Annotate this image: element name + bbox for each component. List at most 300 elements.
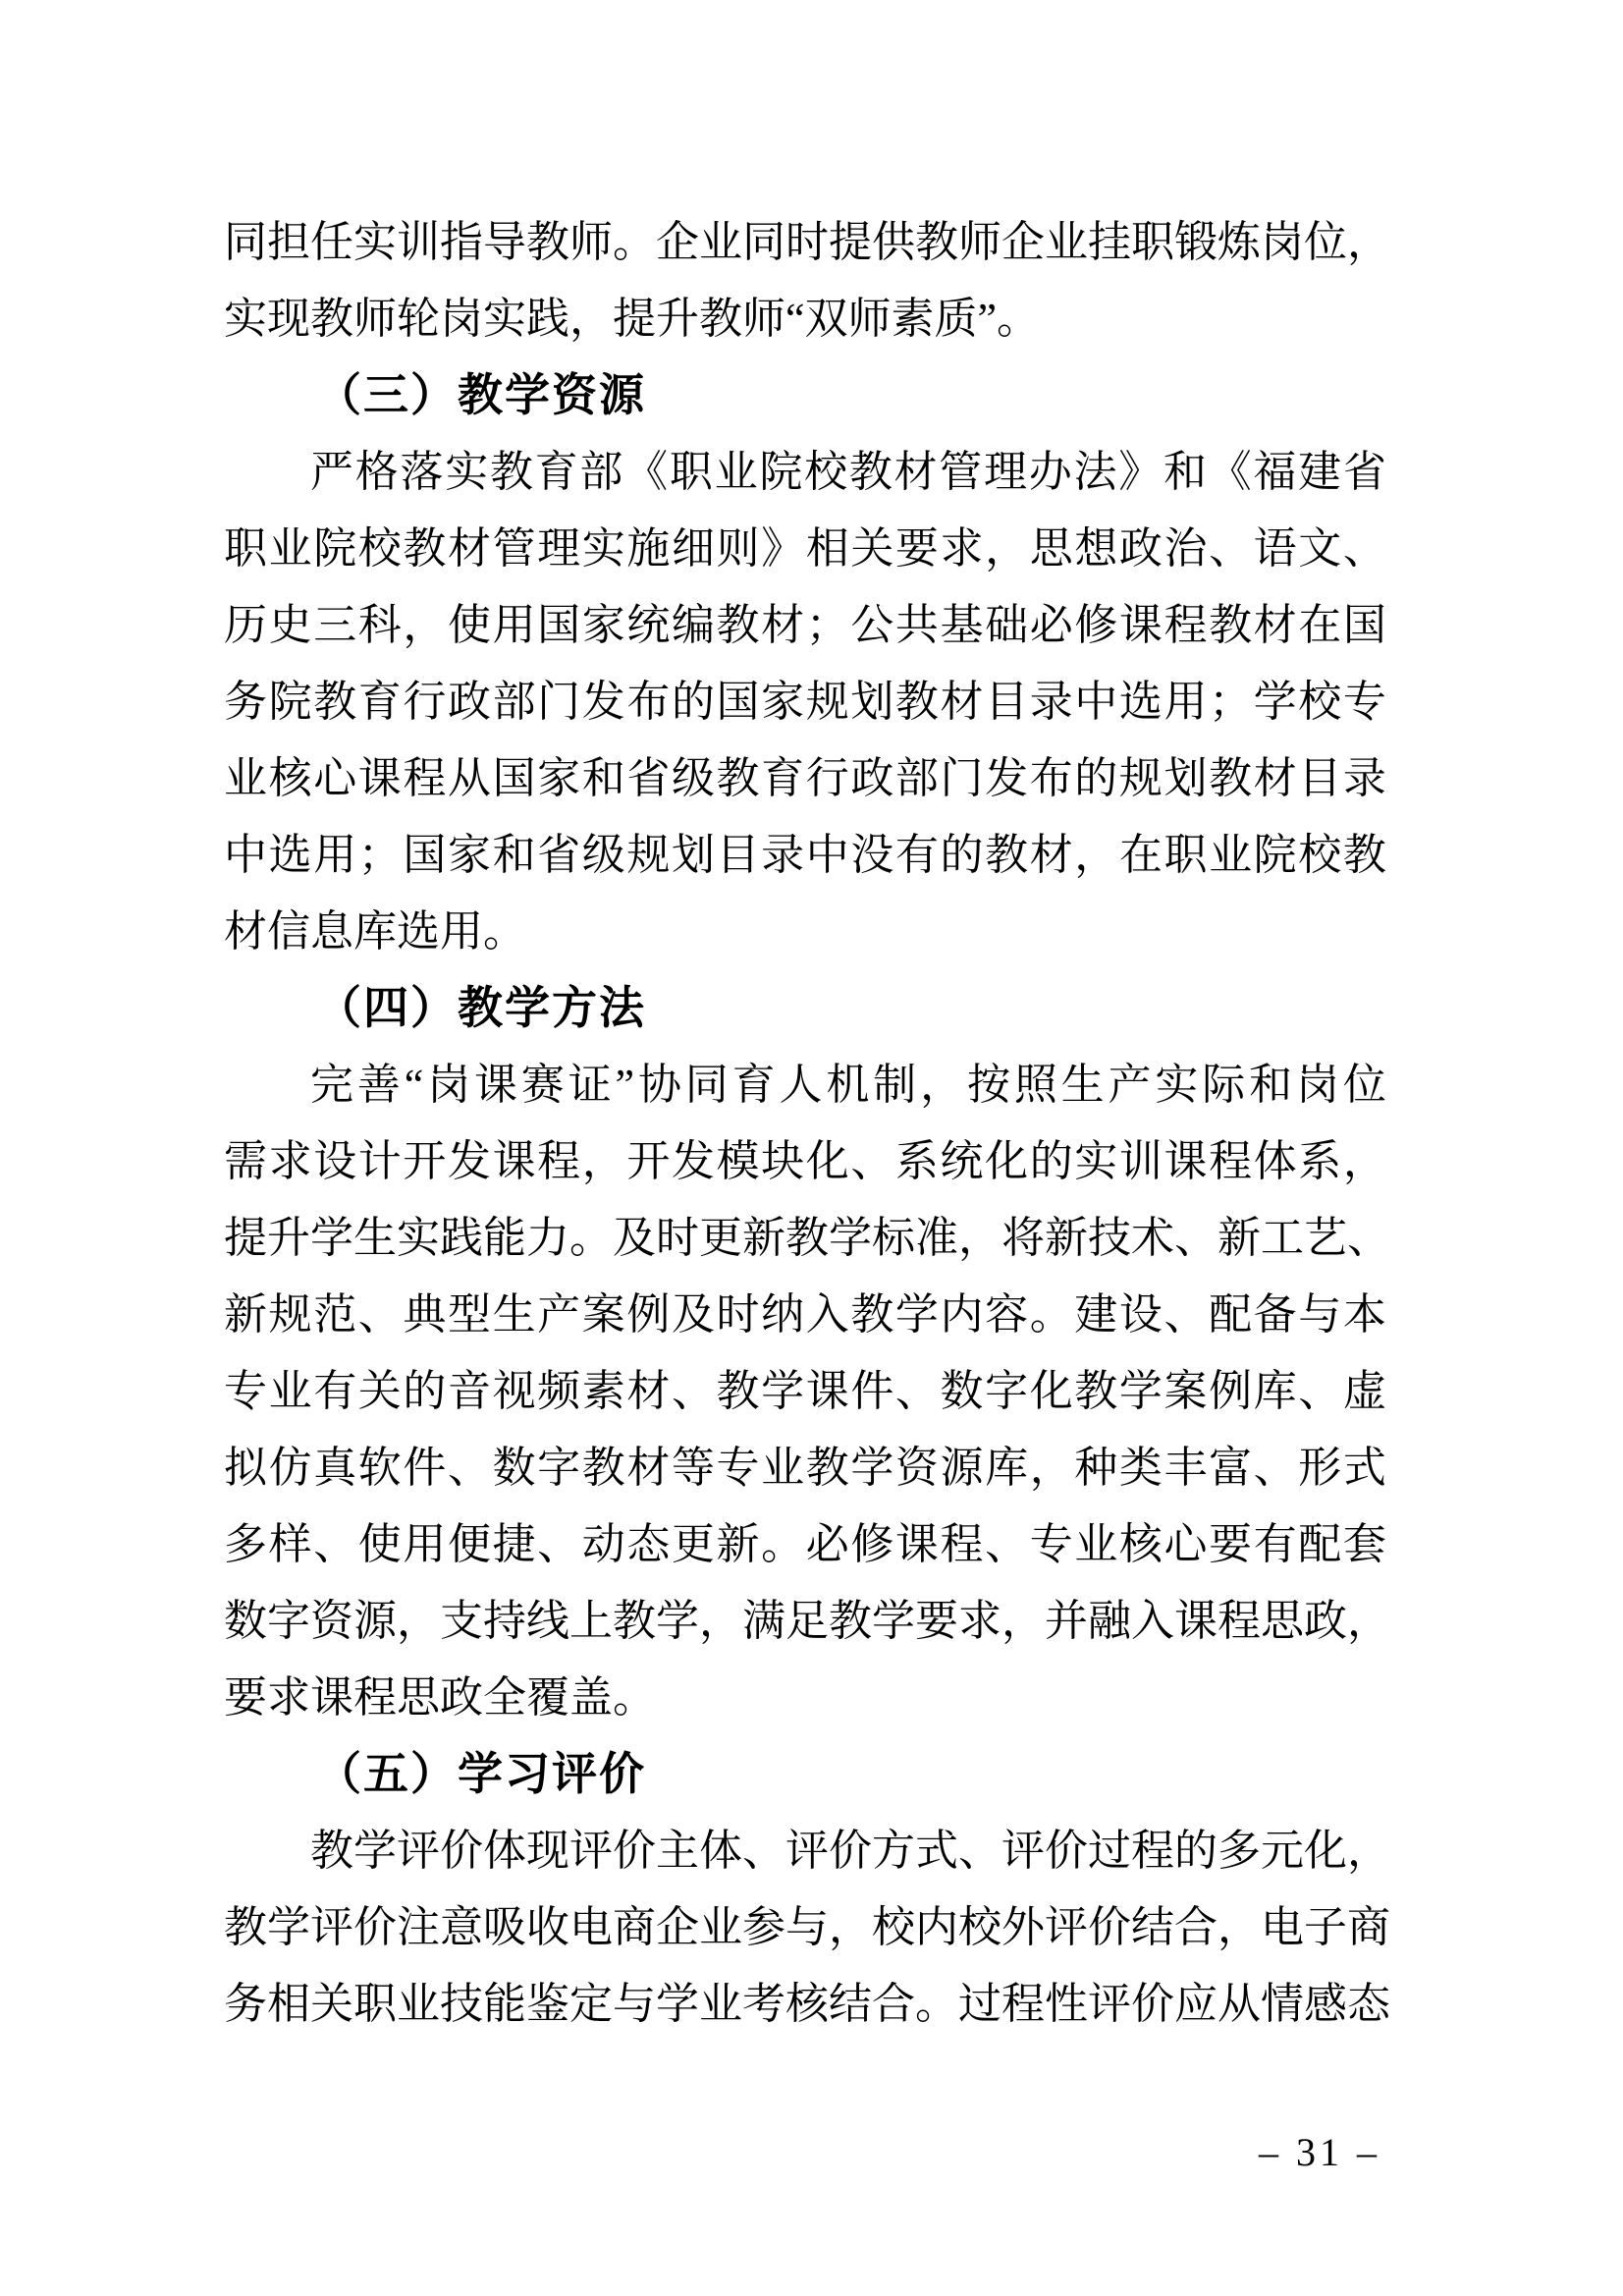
char: 线 [526, 1597, 569, 1645]
char: 细 [671, 524, 715, 573]
char: 生 [353, 1214, 397, 1262]
char: 共 [894, 601, 939, 649]
char: 评 [310, 1903, 353, 1951]
char: 过 [958, 1980, 1001, 2028]
char: 职 [1163, 831, 1208, 879]
char: 校 [804, 448, 848, 496]
char: 套 [1342, 1520, 1386, 1568]
char: 布 [1029, 754, 1073, 802]
char: 教 [313, 678, 357, 726]
char: 案 [1163, 1367, 1208, 1415]
char: 规 [268, 1290, 312, 1339]
char: 鉴 [526, 1980, 569, 2028]
char: 使 [357, 1520, 402, 1568]
text-line [224, 587, 1386, 664]
char: 教 [716, 754, 760, 802]
char: 音 [447, 1367, 491, 1415]
char: 产 [537, 1290, 581, 1339]
char: 理 [984, 448, 1028, 496]
char: 发 [671, 1137, 715, 1185]
char: 门 [940, 754, 984, 802]
char: 按 [966, 1061, 1010, 1109]
char: 外 [1001, 1903, 1045, 1951]
char: 院 [268, 678, 312, 726]
char: 在 [1298, 601, 1342, 649]
char: 体 [699, 1827, 742, 1875]
char: 施 [626, 524, 671, 573]
char: 本 [1342, 1290, 1386, 1339]
char: 注 [397, 1903, 440, 1951]
text-line: 材信息库选用。 [224, 907, 526, 956]
char: 部 [492, 678, 536, 726]
char: 学 [829, 1214, 872, 1262]
char: 便 [447, 1520, 491, 1568]
char: 程 [1001, 1980, 1045, 2028]
char: 时 [716, 1290, 760, 1339]
char: 新 [742, 1214, 785, 1262]
char: 应 [1174, 1980, 1217, 2028]
char: 制 [873, 1061, 917, 1109]
char: 建 [1298, 448, 1342, 496]
char: 课 [1174, 1597, 1217, 1645]
char: 仿 [268, 1444, 312, 1492]
char: 系 [894, 1137, 939, 1185]
char: 新 [716, 1520, 760, 1568]
char: 实 [397, 1214, 440, 1262]
char: 师 [958, 218, 1001, 266]
char: 心 [1163, 1520, 1208, 1568]
section-heading: （五）学习评价 [316, 1749, 646, 1799]
char: 过 [1088, 1827, 1131, 1875]
char: 新 [1217, 1214, 1261, 1262]
char: 核 [268, 754, 312, 802]
char: 基 [940, 601, 984, 649]
char: 、 [1163, 1290, 1208, 1339]
char: 资 [894, 1444, 939, 1492]
char: ， [920, 1061, 964, 1109]
char: 规 [1118, 754, 1163, 802]
char: 感 [1304, 1980, 1347, 2028]
char: 视 [492, 1367, 536, 1415]
char: 入 [1131, 1597, 1174, 1645]
char: 和 [1163, 448, 1207, 496]
char: 形 [1298, 1444, 1342, 1492]
char: 材 [761, 601, 805, 649]
char: 纳 [761, 1290, 805, 1339]
char: 内 [915, 1903, 958, 1951]
char: 。 [1029, 1290, 1073, 1339]
char: 。 [613, 218, 656, 266]
char: 础 [985, 601, 1029, 649]
char: 省 [537, 831, 581, 879]
char: 教 [805, 1444, 849, 1492]
char: 学 [894, 1290, 939, 1339]
char: 史 [268, 601, 312, 649]
char: 系 [1298, 1137, 1342, 1185]
char: 程 [403, 754, 447, 802]
char: 职 [669, 448, 713, 496]
char: 的 [1074, 754, 1118, 802]
char: 教 [716, 1367, 760, 1415]
char: 位 [1342, 1061, 1386, 1109]
char: 发 [581, 678, 625, 726]
char: 产 [1108, 1061, 1152, 1109]
char: 行 [403, 678, 447, 726]
char: 政 [850, 754, 894, 802]
char: 、 [742, 1827, 785, 1875]
char: 程 [1217, 1597, 1261, 1645]
char: 教 [310, 1827, 353, 1875]
char: 业 [699, 1980, 742, 2028]
char: 教 [1074, 1367, 1118, 1415]
char: 锻 [1174, 218, 1217, 266]
char: 模 [716, 1137, 760, 1185]
char: 、 [1298, 1367, 1342, 1415]
char: 划 [1163, 754, 1208, 802]
char: ， [1347, 1827, 1390, 1875]
char: 内 [940, 1290, 984, 1339]
char: 定 [569, 1980, 613, 2028]
char: 教 [985, 831, 1029, 879]
char: 学 [310, 1214, 353, 1262]
char: 和 [1249, 1061, 1293, 1109]
char: 录 [1029, 678, 1073, 726]
char: 证 [568, 1061, 612, 1109]
char: 。 [569, 1214, 613, 1262]
char: 从 [447, 754, 491, 802]
char: 岗 [1295, 1061, 1339, 1109]
char: 国 [492, 754, 536, 802]
char: 国 [1342, 601, 1386, 649]
text-line [224, 204, 1390, 281]
char: 备 [1253, 1290, 1297, 1339]
char: 》 [1118, 448, 1163, 496]
char: 字 [267, 1597, 310, 1645]
char: 导 [483, 218, 526, 266]
char: 商 [1347, 1903, 1390, 1951]
char: 数 [224, 1597, 267, 1645]
text-line [224, 817, 1386, 894]
char: 实 [353, 218, 397, 266]
char: 位 [1304, 218, 1347, 266]
char: 提 [224, 1214, 267, 1262]
char: 及 [613, 1214, 656, 1262]
char: 设 [313, 1137, 357, 1185]
char: 业 [1045, 218, 1088, 266]
char: 、 [671, 1367, 715, 1415]
char: 材 [940, 678, 984, 726]
section-heading: （四）教学方法 [316, 983, 646, 1033]
char: 管 [492, 524, 536, 573]
char: 相 [805, 524, 849, 573]
char: 电 [1261, 1903, 1304, 1951]
char: 课 [492, 1137, 536, 1185]
char: 发 [447, 1137, 491, 1185]
char: 师 [569, 218, 613, 266]
char: 《 [1208, 448, 1252, 496]
page-number: – 31 – [1259, 2130, 1380, 2174]
char: 评 [1001, 1827, 1045, 1875]
char: 样 [268, 1520, 312, 1568]
char: 商 [613, 1903, 656, 1951]
char: 业 [761, 1444, 805, 1492]
char: 、 [1253, 1444, 1297, 1492]
char: 升 [267, 1214, 310, 1262]
char: 划 [671, 831, 715, 879]
char: 源 [940, 1444, 984, 1492]
char: 用 [313, 831, 357, 879]
text-line: 要求课程思政全覆盖。 [224, 1673, 656, 1722]
char: 评 [1088, 1980, 1131, 2028]
char: 法 [1073, 448, 1117, 496]
text-line [224, 664, 1386, 740]
char: 用 [492, 601, 536, 649]
char: 省 [1342, 448, 1386, 496]
char: 更 [699, 1214, 742, 1262]
char: 和 [492, 831, 536, 879]
char: 业 [268, 1367, 312, 1415]
char: 范 [313, 1290, 357, 1339]
char: 中 [1074, 678, 1118, 726]
char: 教 [489, 448, 533, 496]
char: 门 [537, 678, 581, 726]
char: ； [805, 601, 849, 649]
char: 元 [1261, 1827, 1304, 1875]
char: 业 [224, 754, 267, 802]
char: 吸 [483, 1903, 526, 1951]
char: 教 [848, 448, 893, 496]
char: 评 [785, 1827, 829, 1875]
char: 工 [1261, 1214, 1304, 1262]
char: 例 [626, 1290, 671, 1339]
char: 教 [1209, 601, 1253, 649]
char: 学 [1118, 1367, 1163, 1415]
char: 配 [1298, 1520, 1342, 1568]
char: 实 [1074, 1137, 1118, 1185]
char: 部 [894, 754, 939, 802]
char: 化 [985, 1137, 1029, 1185]
char: 数 [940, 1367, 984, 1415]
char: 、 [985, 1520, 1029, 1568]
char: 合 [872, 1980, 915, 2028]
char: 动 [581, 1520, 625, 1568]
char: 从 [1217, 1980, 1261, 2028]
char: 和 [581, 754, 625, 802]
char: 、 [1174, 1214, 1217, 1262]
char: 提 [829, 218, 872, 266]
char: 教 [526, 218, 569, 266]
char: 编 [671, 601, 715, 649]
text-line [224, 1353, 1386, 1430]
char: 使 [447, 601, 491, 649]
char: 训 [1118, 1137, 1163, 1185]
char: 及 [671, 1290, 715, 1339]
char: 语 [1253, 524, 1297, 573]
char: 文 [1298, 524, 1342, 573]
char: 时 [656, 1214, 699, 1262]
char: 价 [1088, 1903, 1131, 1951]
char: 的 [403, 1367, 447, 1415]
char: 院 [1253, 831, 1297, 879]
char: 价 [1045, 1827, 1088, 1875]
char: 设 [1118, 1290, 1163, 1339]
char: 校 [958, 1903, 1001, 1951]
char: 性 [1045, 1980, 1088, 2028]
char: 相 [267, 1980, 310, 2028]
char: 福 [1253, 448, 1297, 496]
char: 材 [1253, 601, 1297, 649]
char: 格 [354, 448, 399, 496]
char: 布 [626, 678, 671, 726]
char: 目 [1298, 754, 1342, 802]
char: 满 [742, 1597, 785, 1645]
char: 频 [537, 1367, 581, 1415]
char: 拟 [224, 1444, 267, 1492]
char: 中 [805, 831, 849, 879]
char: 要 [894, 524, 939, 573]
char: 用 [403, 1520, 447, 1568]
char: 要 [1209, 1520, 1253, 1568]
char: 价 [440, 1827, 483, 1875]
char: 能 [483, 1980, 526, 2028]
char: 体 [483, 1827, 526, 1875]
char: ， [581, 1137, 625, 1185]
char: 关 [357, 1367, 402, 1415]
char: 管 [939, 448, 983, 496]
char: ， [1347, 1597, 1390, 1645]
char: ； [357, 831, 402, 879]
char: 计 [357, 1137, 402, 1185]
char: 开 [403, 1137, 447, 1185]
text-line [224, 1200, 1390, 1277]
text-line [224, 740, 1386, 817]
char: 支 [440, 1597, 483, 1645]
char: 规 [805, 678, 849, 726]
char: 融 [1088, 1597, 1131, 1645]
char: 办 [1028, 448, 1072, 496]
char: 际 [1202, 1061, 1246, 1109]
char: 学 [267, 1903, 310, 1951]
char: 态 [1347, 1980, 1390, 2028]
char: 结 [829, 1980, 872, 2028]
char: 等 [671, 1444, 715, 1492]
char: 方 [872, 1827, 915, 1875]
char: 级 [581, 831, 625, 879]
char: 足 [785, 1597, 829, 1645]
char: 件 [850, 1367, 894, 1415]
char: 材 [1253, 754, 1297, 802]
char: 参 [742, 1903, 785, 1951]
char: 规 [626, 831, 671, 879]
char: 实 [1155, 1061, 1199, 1109]
char: 价 [613, 1827, 656, 1875]
char: 选 [268, 831, 312, 879]
char: 价 [353, 1903, 397, 1951]
char: 业 [1209, 831, 1253, 879]
char: 校 [1298, 678, 1342, 726]
char: 建 [1074, 1290, 1118, 1339]
char: 价 [1131, 1980, 1174, 2028]
char: 职 [353, 1980, 397, 2028]
char: 的 [1174, 1827, 1217, 1875]
char: 新 [1045, 1214, 1088, 1262]
char: 目 [716, 831, 760, 879]
char: 与 [785, 1903, 829, 1951]
char: 课 [473, 1061, 517, 1109]
char: 、 [313, 1520, 357, 1568]
char: 材 [626, 1367, 671, 1415]
char: 类 [1118, 1444, 1163, 1492]
char: 修 [850, 1520, 894, 1568]
char: 岗 [427, 1061, 471, 1109]
char: 育 [761, 754, 805, 802]
char: 则 [716, 524, 760, 573]
text-line [224, 1966, 1390, 2043]
char: 化 [1304, 1827, 1347, 1875]
char: 历 [224, 601, 267, 649]
char: 结 [1131, 1903, 1174, 1951]
char: 业 [397, 1980, 440, 2028]
char: 更 [671, 1520, 715, 1568]
char: 校 [357, 524, 402, 573]
char: 业 [699, 1903, 742, 1951]
char: 求 [268, 1137, 312, 1185]
char: 录 [1342, 754, 1386, 802]
char: 家 [761, 678, 805, 726]
char: 件 [403, 1444, 447, 1492]
char: 统 [940, 1137, 984, 1185]
char: 电 [569, 1903, 613, 1951]
char: 能 [483, 1214, 526, 1262]
char: ， [985, 524, 1029, 573]
char: 软 [357, 1444, 402, 1492]
char: 家 [581, 601, 625, 649]
char: 、 [850, 1137, 894, 1185]
char: 体 [1253, 1137, 1297, 1185]
char: 专 [1029, 1520, 1073, 1568]
char: 政 [1118, 524, 1163, 573]
char: 指 [440, 218, 483, 266]
char: 教 [581, 1444, 625, 1492]
char: ， [1001, 1597, 1045, 1645]
char: 程 [1209, 1137, 1253, 1185]
char: 程 [537, 1137, 581, 1185]
char: 典 [403, 1290, 447, 1339]
char: 必 [1029, 601, 1073, 649]
char: 部 [579, 448, 623, 496]
char: 评 [569, 1827, 613, 1875]
char: 思 [1261, 1597, 1304, 1645]
char: 实 [581, 524, 625, 573]
char: 开 [626, 1137, 671, 1185]
char: 材 [447, 524, 491, 573]
char: 评 [1045, 1903, 1088, 1951]
char: 素 [581, 1367, 625, 1415]
text-line [224, 1889, 1390, 1966]
char: 主 [656, 1827, 699, 1875]
char: 岗 [1261, 218, 1304, 266]
char: 用 [1163, 678, 1208, 726]
char: 富 [1209, 1444, 1253, 1492]
char: 严 [310, 448, 353, 496]
char: 照 [1013, 1061, 1057, 1109]
char: ， [397, 1597, 440, 1645]
char: 企 [656, 218, 699, 266]
char: 践 [440, 1214, 483, 1262]
char: 同 [224, 218, 267, 266]
char: 例 [1209, 1367, 1253, 1415]
char: 职 [1131, 218, 1174, 266]
